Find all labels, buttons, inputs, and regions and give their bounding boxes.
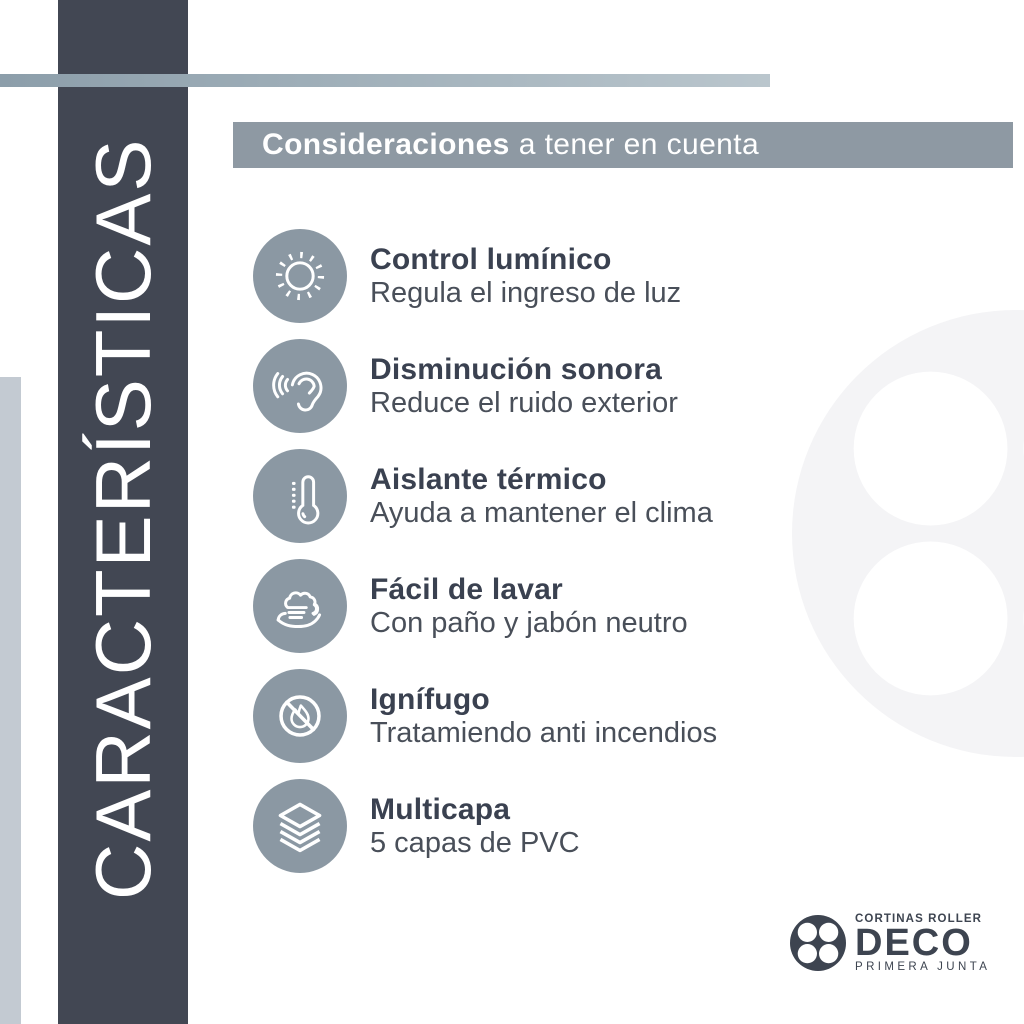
- top-accent-bar: [0, 74, 770, 87]
- sun-icon: [266, 242, 334, 310]
- watermark-flower-icon: [792, 310, 1024, 757]
- thermometer-icon: [266, 462, 334, 530]
- feature-icon-circle: [253, 779, 347, 873]
- no-fire-icon: [266, 682, 334, 750]
- header-title-bold: Consideraciones: [262, 128, 510, 161]
- feature-subtitle: 5 capas de PVC: [370, 827, 580, 859]
- feature-subtitle: Tratamiendo anti incendios: [370, 717, 718, 749]
- feature-subtitle: Con paño y jabón neutro: [370, 607, 688, 639]
- brand-tagline-bottom: PRIMERA JUNTA: [855, 961, 991, 973]
- left-accent-bar: [0, 377, 21, 1024]
- header-banner: [233, 122, 1013, 168]
- feature-row: [253, 339, 717, 433]
- vertical-title: CARACTERÍSTICAS: [79, 137, 167, 900]
- brand-tagline-top: CORTINAS ROLLER: [855, 913, 983, 925]
- feature-row: [253, 449, 717, 543]
- feature-row: [253, 559, 717, 653]
- feature-icon-circle: [253, 229, 347, 323]
- feature-row: [253, 229, 717, 323]
- feature-title: Aislante térmico: [370, 463, 607, 496]
- brand-logo: [790, 913, 991, 973]
- feature-title: Fácil de lavar: [370, 573, 563, 606]
- feature-title: Control lumínico: [370, 243, 612, 276]
- feature-icon-circle: [253, 339, 347, 433]
- ear-icon: [266, 352, 334, 420]
- feature-row: [253, 779, 717, 873]
- feature-icon-circle: [253, 669, 347, 763]
- feature-subtitle: Ayuda a mantener el clima: [370, 497, 713, 529]
- feature-title: Disminución sonora: [370, 353, 662, 386]
- sidebar-band: [58, 0, 188, 1024]
- features-list: [253, 229, 717, 873]
- feature-icon-circle: [253, 449, 347, 543]
- header-title-rest: a tener en cuenta: [518, 128, 760, 161]
- flower-logo-icon: [790, 915, 846, 971]
- hand-wash-icon: [266, 572, 334, 640]
- feature-subtitle: Reduce el ruido exterior: [370, 387, 678, 419]
- brand-name: DECO: [855, 922, 973, 964]
- feature-row: [253, 669, 717, 763]
- brand-text: [855, 913, 991, 973]
- layers-icon: [266, 792, 334, 860]
- feature-title: Multicapa: [370, 793, 511, 826]
- feature-title: Ignífugo: [370, 683, 490, 716]
- feature-subtitle: Regula el ingreso de luz: [370, 277, 682, 309]
- feature-icon-circle: [253, 559, 347, 653]
